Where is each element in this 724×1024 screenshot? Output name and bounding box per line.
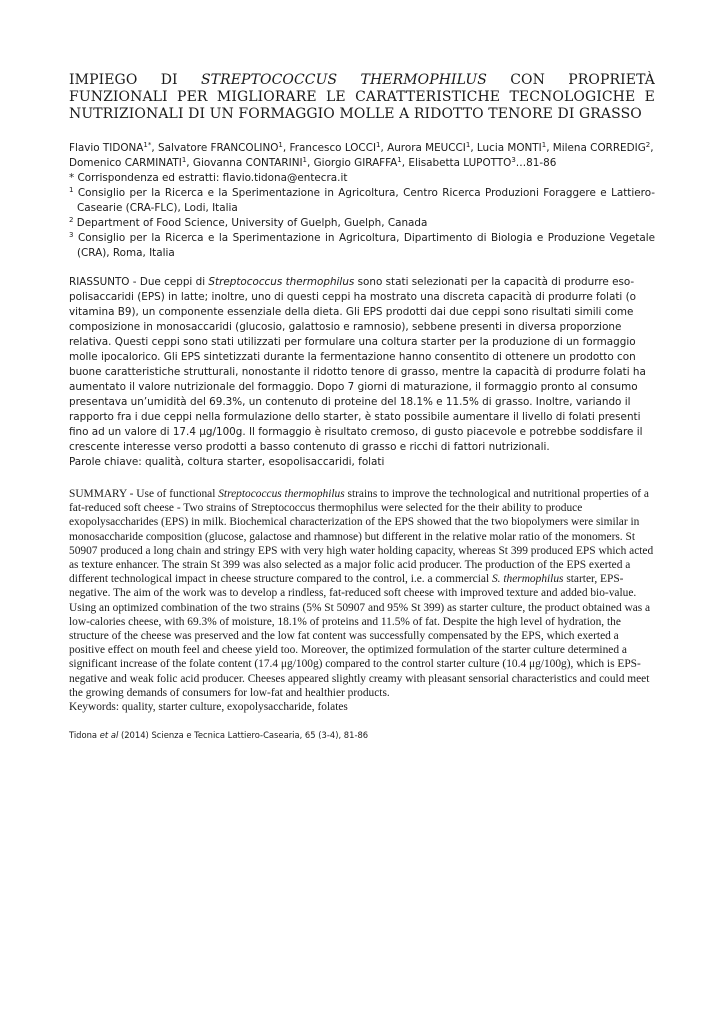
affiliation-number: 1 bbox=[69, 186, 74, 194]
species-name-short: S. thermophilus bbox=[491, 573, 564, 586]
affiliation-text: Consiglio per la Ricerca e la Sperimentazione in Agricoltura, Dipartimento di Biologia e Produzione Vegetale (CRA), Roma, Italia bbox=[77, 232, 655, 259]
riassunto-lead: RIASSUNTO - Due ceppi di bbox=[69, 276, 209, 288]
author-name: Flavio TIDONA bbox=[69, 142, 144, 154]
affiliation-mark: 1 bbox=[397, 156, 402, 164]
paper-title bbox=[69, 72, 655, 123]
author-name: Francesco LOCCI bbox=[289, 142, 377, 154]
species-name: Streptococcus thermophilus bbox=[218, 488, 345, 500]
affiliations bbox=[69, 186, 655, 261]
affiliation-number: 3 bbox=[69, 231, 74, 239]
author-name: Milena CORREDIG bbox=[552, 142, 646, 154]
correspondence-line: * Corrispondenza ed estratti: flavio.tidona@entecra.it bbox=[69, 172, 348, 184]
affiliation-number: 2 bbox=[69, 216, 74, 224]
riassunto-paragraph bbox=[69, 275, 655, 455]
riassunto-body: sono stati selezionati per la capacità di produrre eso-polisaccaridi (EPS) in latte; inoltre, uno di questi ceppi ha mostrato una discreta capacità di produrre folati (o vitamina B9), un componente essenziale della dieta. Gli EPS prodotti dai due ceppi sono risultati simili come composizione in monosaccaridi (glucosio, galattosio e ramnosio), sebbene presenti in diversa proporzione relativa. Questi ceppi sono stati utilizzati per formulare una coltura starter per la produzione di un formaggio molle ipocalorico. Gli EPS sintetizzati durante la fermentazione hanno consentito di ottenere un prodotto con buone caratteristiche strutturali, nonostante il ridotto tenore di grasso, mentre la capacità di produrre folati ha aumentato il valore nutrizionale del formaggio. Dopo 7 giorni di maturazione, il formaggio pronto al consumo presentava un’umidità del 69.3%, un contenuto di proteine del 18.1% e 11.5% di grasso. Inoltre, variando il rapporto fra i due ceppi nella formulazione dello starter, è stato possibile aumentare il livello di folati presenti fino ad un valore di 17.4 μg/100g. Il formaggio è risultato cremoso, di gusto piacevole e potrebbe soddisfare il crescente interesse verso prodotti a basso contenuto di grasso e ricchi di fattori nutrizionali. bbox=[69, 276, 646, 453]
author-list: Flavio $TIDONA^{1*}$, Salvatore FRANCOLINO$^1$, Francesco LOCCI$^1$, Aurora MEUCCI$^1$, Lucia MONTI$^1$, Milena CORREDIG$^2$, Domenico CARMINATI$^1$, Giovanna CONTARINI$^1$, Giorgio GIRAFFA$^1$, Elisabetta LUPOTTO$^3$…81-86 bbox=[69, 141, 654, 169]
author-name: Elisabetta LUPOTTO bbox=[408, 157, 512, 169]
affiliation-item bbox=[69, 186, 655, 216]
species-name: Streptococcus thermophilus bbox=[208, 276, 355, 288]
author-name: Domenico CARMINATI bbox=[69, 157, 182, 169]
affiliation-item bbox=[69, 231, 655, 261]
citation-details: (2014) Scienza e Tecnica Lattiero-Casearia, 65 (3-4), 81-86 bbox=[118, 730, 369, 741]
affiliation-mark: 1* bbox=[143, 141, 152, 149]
affiliation-text: Department of Food Science, University of Guelph, Guelph, Canada bbox=[76, 217, 428, 229]
affiliation-item bbox=[69, 216, 655, 231]
summary-section bbox=[69, 487, 655, 714]
affiliation-mark: 1 bbox=[465, 141, 471, 149]
author-name: Giorgio GIRAFFA bbox=[313, 157, 398, 169]
affiliation-mark: 1 bbox=[278, 141, 283, 149]
affiliation-mark: 1 bbox=[376, 141, 381, 149]
citation-author: Tidona bbox=[69, 730, 100, 741]
affiliation-mark: 1 bbox=[181, 156, 187, 164]
author-name: Lucia MONTI bbox=[476, 142, 542, 154]
title-text-rest: CON PROPRIETÀ FUNZIONALI PER MIGLIORARE LE CARATTERISTICHE TECNOLOGICHE E NUTRIZIONALI DI UN FORMAGGIO MOLLE A RIDOTTO TENORE DI GRASSO bbox=[69, 72, 655, 122]
parole-chiave: Parole chiave: qualità, coltura starter, esopolisaccaridi, folati bbox=[69, 456, 385, 468]
title-species: STREPTOCOCCUS THERMOPHILUS bbox=[200, 72, 487, 88]
summary-paragraph bbox=[69, 487, 655, 700]
keywords: Keywords: quality, starter culture, exopolysaccharide, folates bbox=[69, 701, 348, 714]
author-name: Aurora MEUCCI bbox=[387, 142, 466, 154]
paper-page bbox=[69, 72, 655, 741]
citation-etal: et al bbox=[99, 730, 119, 741]
affiliation-mark: 2 bbox=[645, 141, 651, 149]
affiliation-text: Consiglio per la Ricerca e la Sperimentazione in Agricoltura, Centro Ricerca Produzioni Foraggere e Lattiero-Casearie (CRA-FLC), Lodi, Italia bbox=[77, 187, 655, 214]
affiliation-mark: 1 bbox=[541, 141, 547, 149]
citation bbox=[69, 730, 655, 741]
summary-body-rest: starter, EPS-negative. The aim of the work was to develop a rindless, fat-reduced soft cheese with improved texture and added bio-value. Using an optimized combination of the two strains (5% St 50907 and 95% St 399) as starter culture, the product obtained was a low-calories cheese, with 69.3% of moisture, 18.1% of proteins and 11.5% of fat. Despite the high level of hydration, the structure of the cheese was preserved and the low fat content was successfully compensated by the EPS, which exerted a positive effect on mouth feel and cheese yield too. Moreover, the optimized formulation of the starter culture determined a significant increase of the folate content (17.4 μg/100g) compared to the control starter culture (10.4 μg/100g), which is EPS-negative and weak folic acid producer. Cheeses appeared slightly creamy with pleasant sensorial characteristics and could meet the growing demands of consumers for low-fat and healthier products. bbox=[69, 573, 651, 699]
title-text: IMPIEGO DI bbox=[69, 72, 201, 88]
author-name: Salvatore FRANCOLINO bbox=[157, 142, 279, 154]
author-name: Giovanna CONTARINI bbox=[192, 157, 303, 169]
summary-body: strains to improve the technological and nutritional properties of a fat-reduced soft cheese - Two strains of Streptococcus thermophilus were selected for the their ability to produce exopolysaccharides (EPS) in milk. Biochemical characterization of the EPS showed that the two biopolymers were similar in monosaccharide composition (glucose, galactose and rhamnose) but different in the relative molar ratio of the monomers. St 50907 produced a long chain and stringy EPS with very high water holding capacity, whereas St 399 produced EPS which acted as texture enhancer. The strain St 399 was also selected as a major folic acid producer. The production of the EPS exerted a different technological impact in cheese structure compared to the control, i.e. a commercial bbox=[69, 488, 654, 586]
affiliation-mark: 1 bbox=[302, 156, 308, 164]
riassunto-section bbox=[69, 275, 655, 470]
affiliation-mark: 3 bbox=[511, 156, 516, 164]
summary-lead: SUMMARY - Use of functional bbox=[69, 488, 219, 500]
page-range: …81-86 bbox=[515, 157, 557, 169]
